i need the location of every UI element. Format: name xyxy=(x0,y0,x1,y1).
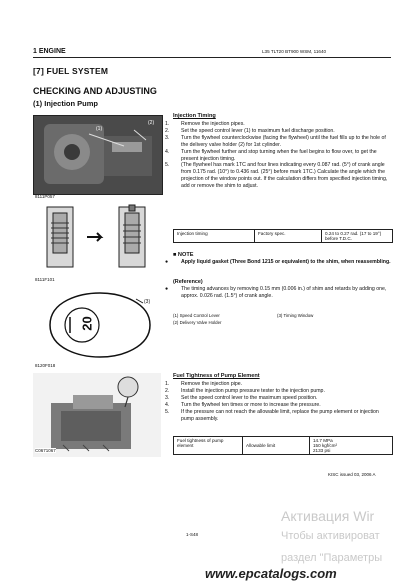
header-rule xyxy=(33,57,391,58)
fuel-tightness-steps xyxy=(165,381,393,422)
note-text: ● Apply liquid gasket (Three Bond 1215 or equivalent) to the shim, when reassembling. xyxy=(165,259,391,265)
model-code: L35 TLT20 BT900 WSM, 11640 xyxy=(262,49,327,54)
spec-value: 0.24 to 0.27 rad. (17 to 19°) before T.D.C. xyxy=(322,230,393,243)
callout-2: (2) xyxy=(148,120,155,126)
spec-type: Factory spec. xyxy=(255,230,322,243)
spec-label: Fuel tightness of pump element xyxy=(174,437,243,455)
spec-label: Injection timing xyxy=(174,230,255,243)
timing-window-image xyxy=(40,291,160,359)
legend-2: (2) Delivery Valve Holder xyxy=(173,320,222,325)
issue-label: KISC issued 03, 2006 A xyxy=(328,472,376,477)
step-item: 2. Set the speed control lever (1) to maximum fuel discharge position. xyxy=(165,127,335,134)
figure-1-caption: 8111P057 xyxy=(35,194,55,199)
fuel-tightness-heading: Fuel Tightness of Pump Element xyxy=(173,373,260,379)
fuel-tightness-spec-table xyxy=(173,436,393,455)
site-url: www.epcatalogs.com xyxy=(205,566,337,581)
spec-type: Allowable limit xyxy=(243,437,310,455)
legend-3: (3) Timing Window xyxy=(277,313,314,318)
legend-1: (1) Speed Control Lever xyxy=(173,313,220,318)
section-title: [7] FUEL SYSTEM xyxy=(33,66,109,76)
figure-3-caption: 8120F018 xyxy=(35,363,56,368)
step-item: 5. If the pressure can not reach the allowable limit, replace the pump element or injection pump assembly. xyxy=(165,408,379,422)
activation-watermark-2: Чтобы активироват xyxy=(281,530,380,542)
step-item: 4. Turn the flywheel further and stop turning when the fuel begins to flow over, to get the present injection timing. xyxy=(165,148,377,162)
pressure-tester-photo xyxy=(33,373,161,457)
activation-watermark-3: раздел "Параметры xyxy=(281,552,383,564)
timing-window-diagram xyxy=(40,291,160,359)
injection-timing-heading: Injection Timing xyxy=(173,113,216,119)
callout-3: (3) xyxy=(144,299,151,305)
step-item: 3. Turn the flywheel counterclockwise (facing the flywheel) until the fuel fills up to the hole of the delivery valve holder (2) for 1st cylinder. xyxy=(165,134,386,148)
activation-watermark-1: Активация Wir xyxy=(281,508,375,524)
main-title: CHECKING AND ADJUSTING xyxy=(33,86,157,96)
reference-text: ● The timing advances by removing 0.15 mm (0.006 in.) of shim and retards by adding one, approx. 0.026 rad. (1.5°) of crank angle. xyxy=(165,286,387,299)
injection-timing-spec-table xyxy=(173,229,393,243)
step-item: 1. Remove the injection pipes. xyxy=(165,121,245,127)
injection-timing-steps xyxy=(165,121,393,190)
step-item: 2. Install the injection pump pressure tester to the injection pump. xyxy=(165,387,325,394)
figure-2-caption: 8111F101 xyxy=(35,277,55,282)
delivery-valve-diagram xyxy=(33,203,161,273)
step-item: 1. Remove the injection pipe. xyxy=(165,381,243,387)
callout-1: (1) xyxy=(96,126,103,132)
page-number: 1-S48 xyxy=(186,532,199,537)
note-title: ■ NOTE xyxy=(173,252,194,258)
step-item: 3. Set the speed control lever to the maximum speed position. xyxy=(165,394,318,401)
reference-title: (Reference) xyxy=(173,279,203,285)
spec-value: 14.7 MPa 150 kgf/cm² 2133 psi xyxy=(310,437,393,455)
valve-diagram-image xyxy=(33,203,161,273)
chapter-label: 1 ENGINE xyxy=(33,48,66,55)
arrow-icon xyxy=(87,233,101,241)
step-item: 4. Turn the flywheel ten times or more to increase the pressure. xyxy=(165,401,321,408)
step-item: 5. (The flywheel has mark 1TC and four lines indicating every 0.087 rad. (5°) of crank angle from 0.175 rad. (10°) to 0.436 rad. (25°) before mark 1TC.) Calculate the angle which the projection of the window points out. If the calculation differs from specified injection timing, add or remove the shim to adjust. xyxy=(165,162,388,190)
pressure-tester-image xyxy=(33,373,161,457)
figure-4-caption: C0671067 xyxy=(35,448,56,453)
sub-title: (1) Injection Pump xyxy=(33,99,99,108)
timing-window-number: 20 xyxy=(79,316,95,331)
